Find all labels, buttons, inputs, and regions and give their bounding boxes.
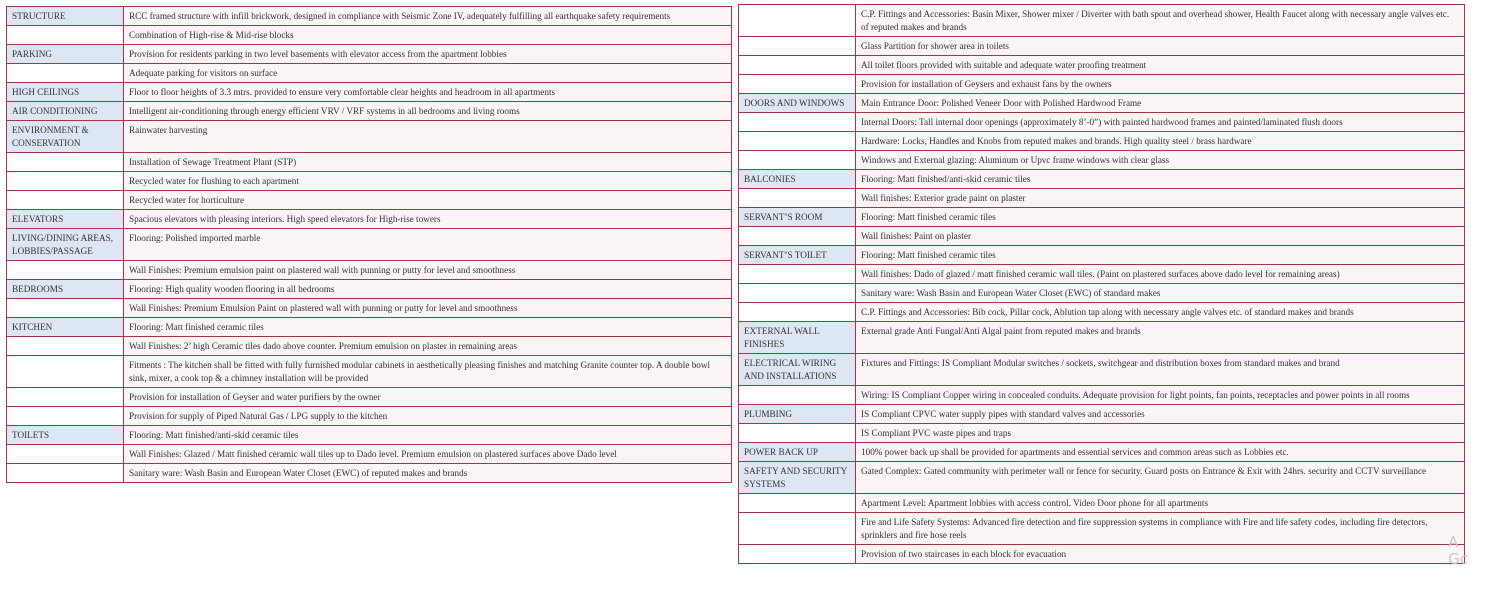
spec-category [739,265,856,284]
spec-category: ELECTRICAL WIRING AND INSTALLATIONS [739,354,856,386]
spec-value: RCC framed structure with infill brickwork, designed in compliance with Seismic Zone IV, adequately fulfilling all earthquake safety requirements [124,7,732,26]
spec-value: Adequate parking for visitors on surface [124,64,732,83]
spec-category [7,388,124,407]
spec-value: Flooring: Matt finished/anti-skid ceramic tiles [124,426,732,445]
spec-category: SERVANT’S TOILET [739,246,856,265]
spec-row [7,83,732,102]
spec-value: Flooring: Matt finished ceramic tiles [856,246,1465,265]
spec-value: Wall finishes: Dado of glazed / matt finished ceramic wall tiles. (Paint on plastered surfaces above dado level for remaining areas) [856,265,1465,284]
spec-row [739,405,1465,424]
spec-category [739,5,856,37]
spec-row [739,265,1465,284]
spec-value: 100% power back up shall be provided for apartments and essential services and common areas such as Lobbies etc. [856,443,1465,462]
spec-row [7,102,732,121]
spec-value: Recycled water for flushing to each apartment [124,172,732,191]
spec-row [7,26,732,45]
spec-category [739,37,856,56]
spec-row [739,284,1465,303]
watermark-line: Gc [1448,550,1468,568]
spec-row [739,462,1465,494]
spec-category [7,356,124,388]
spec-row [739,322,1465,354]
spec-row [739,208,1465,227]
spec-category [7,261,124,280]
spec-row [739,545,1465,564]
spec-row [7,356,732,388]
spec-row [7,229,732,261]
spec-row [7,464,732,483]
spec-category [739,545,856,564]
spec-category: PARKING [7,45,124,64]
spec-value: Flooring: Polished imported marble [124,229,732,261]
spec-row [7,407,732,426]
spec-row [739,494,1465,513]
spec-value: Fire and Life Safety Systems: Advanced fire detection and fire suppression systems in compliance with Fire and life safety codes, including fire detectors, sprinklers and fire hose reels [856,513,1465,545]
watermark-line: A [1448,533,1459,551]
spec-category [7,172,124,191]
spec-category: ENVIRONMENT & CONSERVATION [7,121,124,153]
spec-category [739,75,856,94]
spec-value: Fixtures and Fittings: IS Compliant Modular switches / sockets, switchgear and distribution boxes from standard makes and brand [856,354,1465,386]
spec-row [739,354,1465,386]
spec-row [739,443,1465,462]
spec-row [7,7,732,26]
spec-row [739,37,1465,56]
spec-value: Provision for residents parking in two level basements with elevator access from the apartment lobbies [124,45,732,64]
spec-value: Floor to floor heights of 3.3 mtrs. provided to ensure very comfortable clear heights and headroom in all apartments [124,83,732,102]
spec-value: Gated Complex: Gated community with perimeter wall or fence for security. Guard posts on Entrance & Exit with 24hrs. security and CCTV surveillance [856,462,1465,494]
spec-category: EXTERNAL WALL FINISHES [739,322,856,354]
spec-value: Flooring: High quality wooden flooring in all bedrooms [124,280,732,299]
spec-category [7,407,124,426]
spec-row [739,424,1465,443]
spec-value: IS Compliant CPVC water supply pipes with standard valves and accessories [856,405,1465,424]
spec-category [7,464,124,483]
spec-row [739,189,1465,208]
spec-value: Rainwater harvesting [124,121,732,153]
spec-value: Internal Doors: Tall internal door openings (approximately 8’-0”) with painted hardwood frames and painted/laminated flush doors [856,113,1465,132]
spec-category: KITCHEN [7,318,124,337]
spec-row [7,299,732,318]
spec-row [7,426,732,445]
specifications-table-right [738,4,1465,564]
spec-row [7,280,732,299]
spec-value: Combination of High-rise & Mid-rise blocks [124,26,732,45]
spec-category [739,151,856,170]
spec-category [739,189,856,208]
spec-value: Apartment Level: Apartment lobbies with access control. Video Door phone for all apartments [856,494,1465,513]
spec-value: Wall finishes: Paint on plaster [856,227,1465,246]
spec-row [739,386,1465,405]
spec-value: Flooring: Matt finished ceramic tiles [124,318,732,337]
spec-value: Sanitary ware: Wash Basin and European Water Closet (EWC) of reputed makes and brands [124,464,732,483]
spec-value: Intelligent air-conditioning through energy efficient VRV / VRF systems in all bedrooms and living rooms [124,102,732,121]
spec-value: Provision of two staircases in each block for evacuation [856,545,1465,564]
spec-row [7,191,732,210]
spec-row [7,45,732,64]
spec-value: Glass Partition for shower area in toilets [856,37,1465,56]
spec-row [7,388,732,407]
watermark [1448,534,1468,568]
spec-row [7,121,732,153]
spec-value: Provision for installation of Geysers and exhaust fans by the owners [856,75,1465,94]
spec-value: Recycled water for horticulture [124,191,732,210]
spec-row [739,56,1465,75]
spec-row [739,113,1465,132]
spec-category [7,64,124,83]
spec-value: All toilet floors provided with suitable and adequate water proofing treatment [856,56,1465,75]
spec-category [7,191,124,210]
spec-row [739,94,1465,113]
spec-value: Sanitary ware: Wash Basin and European Water Closet (EWC) of standard makes [856,284,1465,303]
spec-value: C.P. Fittings and Accessories: Bib cock, Pillar cock, Ablution tap along with necessary angle valves etc. of standard makes and brands [856,303,1465,322]
spec-value: Flooring: Matt finished ceramic tiles [856,208,1465,227]
spec-value: Provision for supply of Piped Natural Gas / LPG supply to the kitchen [124,407,732,426]
spec-category [7,26,124,45]
specifications-table-left [6,6,732,483]
spec-category [7,445,124,464]
spec-category [739,513,856,545]
spec-row [739,513,1465,545]
spec-category [739,424,856,443]
spec-category: AIR CONDITIONING [7,102,124,121]
spec-category: SAFETY AND SECURITY SYSTEMS [739,462,856,494]
spec-value: Wall Finishes: Premium Emulsion Paint on plastered wall with punning or putty for level and smoothness [124,299,732,318]
spec-category [739,113,856,132]
spec-category: HIGH CEILINGS [7,83,124,102]
spec-value: Installation of Sewage Treatment Plant (STP) [124,153,732,172]
spec-row [739,246,1465,265]
spec-value: Wall finishes: Exterior grade paint on plaster [856,189,1465,208]
spec-category: PLUMBING [739,405,856,424]
spec-value: Flooring: Matt finished/anti-skid ceramic tiles [856,170,1465,189]
spec-value: External grade Anti Fungal/Anti Algal paint from reputed makes and brands [856,322,1465,354]
spec-row [739,132,1465,151]
spec-category: ELEVATORS [7,210,124,229]
spec-row [7,172,732,191]
spec-row [7,153,732,172]
spec-category: BEDROOMS [7,280,124,299]
spec-category: LIVING/DINING AREAS, LOBBIES/PASSAGE [7,229,124,261]
spec-row [739,227,1465,246]
spec-row [7,337,732,356]
spec-value: Wall Finishes: 2’ high Ceramic tiles dado above counter. Premium emulsion on plaster in remaining areas [124,337,732,356]
spec-row [739,170,1465,189]
spec-category: STRUCTURE [7,7,124,26]
spec-row [739,303,1465,322]
spec-row [7,318,732,337]
spec-category [739,56,856,75]
spec-category: POWER BACK UP [739,443,856,462]
spec-row [7,64,732,83]
spec-category [739,227,856,246]
spec-row [7,261,732,280]
spec-category: DOORS AND WINDOWS [739,94,856,113]
spec-value: Wiring: IS Compliant Copper wiring in concealed conduits. Adequate provision for light points, fan points, receptacles and power points in all rooms [856,386,1465,405]
spec-value: Windows and External glazing: Aluminum or Upvc frame windows with clear glass [856,151,1465,170]
spec-category [739,284,856,303]
spec-value: Fitments : The kitchen shall be fitted with fully furnished modular cabinets in aesthetically pleasing finishes and matching Granite counter top. A double bowl sink, mixer, a cook top & a chimney installation will be provided [124,356,732,388]
spec-row [7,210,732,229]
spec-category [7,299,124,318]
spec-row [739,5,1465,37]
spec-value: C.P. Fittings and Accessories: Basin Mixer, Shower mixer / Diverter with bath spout and overhead shower, Health Faucet along with necessary angle valves etc. of reputed makes and brands [856,5,1465,37]
spec-category [739,303,856,322]
spec-category [739,386,856,405]
spec-row [739,75,1465,94]
spec-value: Provision for installation of Geyser and water purifiers by the owner [124,388,732,407]
spec-row [7,445,732,464]
spec-category [739,132,856,151]
spec-value: Wall Finishes: Glazed / Matt finished ceramic wall tiles up to Dado level. Premium emulsion on plastered surfaces above Dado level [124,445,732,464]
spec-value: Spacious elevators with pleasing interiors. High speed elevators for High-rise towers [124,210,732,229]
spec-value: Main Entrance Door: Polished Veneer Door with Polished Hardwood Frame [856,94,1465,113]
spec-category: TOILETS [7,426,124,445]
spec-category [7,153,124,172]
spec-value: IS Compliant PVC waste pipes and traps [856,424,1465,443]
spec-value: Hardware: Locks, Handles and Knobs from reputed makes and brands. High quality steel / brass hardware [856,132,1465,151]
spec-value: Wall Finishes: Premium emulsion paint on plastered wall with punning or putty for level and smoothness [124,261,732,280]
spec-category: BALCONIES [739,170,856,189]
spec-category [7,337,124,356]
spec-row [739,151,1465,170]
spec-category [739,494,856,513]
spec-category: SERVANT’S ROOM [739,208,856,227]
